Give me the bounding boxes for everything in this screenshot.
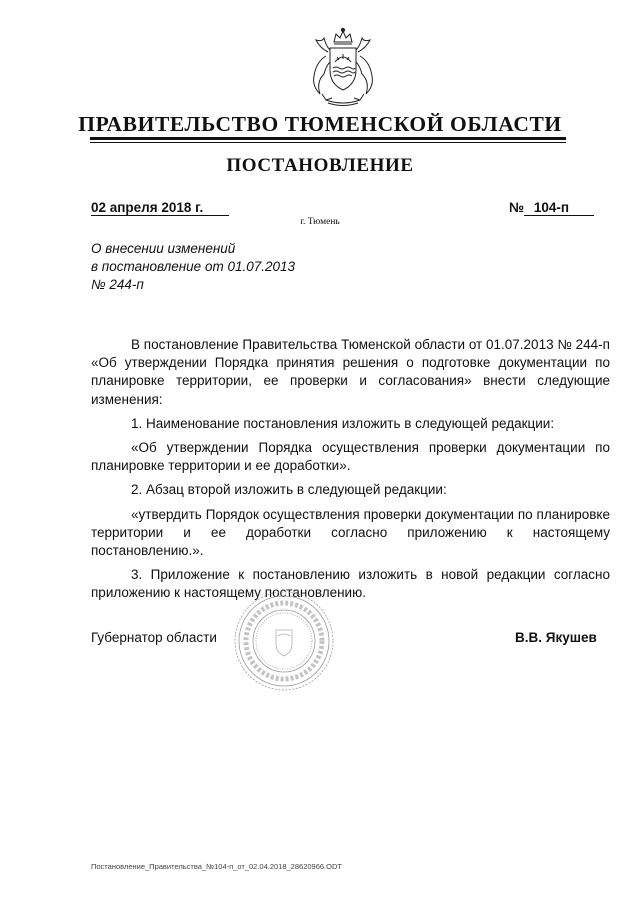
- date-underline: [91, 215, 229, 216]
- body-paragraph: В постановление Правительства Тюменской области от 01.07.2013 № 244-п «Об утверждении Порядка принятия решения о подготовке документации по планировке территории, ее проверки и согласования» внести следующие изменения:: [91, 337, 610, 407]
- official-seal-icon: [233, 590, 335, 692]
- document-subject: [91, 240, 391, 294]
- document-number: 104-п: [533, 200, 570, 215]
- number-underline: [524, 215, 594, 216]
- body-paragraph: «Об утверждении Порядка осуществления проверки документации по планировке территории и ее доработки».: [91, 440, 610, 474]
- document-city: г. Тюмень: [300, 217, 340, 227]
- subject-line: № 244-п: [91, 277, 144, 292]
- footer-filename: Постановление_Правительства_№104-п_от_02.04.2018_28620966.ODT: [91, 862, 342, 871]
- coat-of-arms-icon: [302, 26, 384, 108]
- subject-line: О внесении изменений: [91, 241, 236, 256]
- subject-line: в постановление от 01.07.2013: [91, 259, 296, 274]
- government-title: ПРАВИТЕЛЬСТВО ТЮМЕНСКОЙ ОБЛАСТИ: [78, 112, 562, 136]
- document-number-block: [509, 200, 569, 215]
- signatory-position: Губернатор области: [91, 630, 217, 645]
- header-rule-thick: [90, 137, 566, 140]
- document-date: 02 апреля 2018 г.: [91, 200, 204, 215]
- document-type: ПОСТАНОВЛЕНИЕ: [226, 155, 414, 176]
- document-number-label: №: [509, 200, 525, 215]
- body-paragraph: 1. Наименование постановления изложить в следующей редакции:: [131, 415, 555, 431]
- signatory-name: В.В. Якушев: [515, 630, 597, 645]
- document-body: [91, 336, 610, 609]
- body-paragraph: 3. Приложение к постановлению изложить в новой редакции согласно приложению к настоящему постановлению.: [91, 567, 610, 601]
- body-paragraph: «утвердить Порядок осуществления проверки документации по планировке территории и ее доработки согласно приложению к настоящему постановлению.».: [91, 506, 610, 559]
- header-rule-thin: [90, 142, 566, 143]
- body-paragraph: 2. Абзац второй изложить в следующей редакции:: [131, 482, 447, 498]
